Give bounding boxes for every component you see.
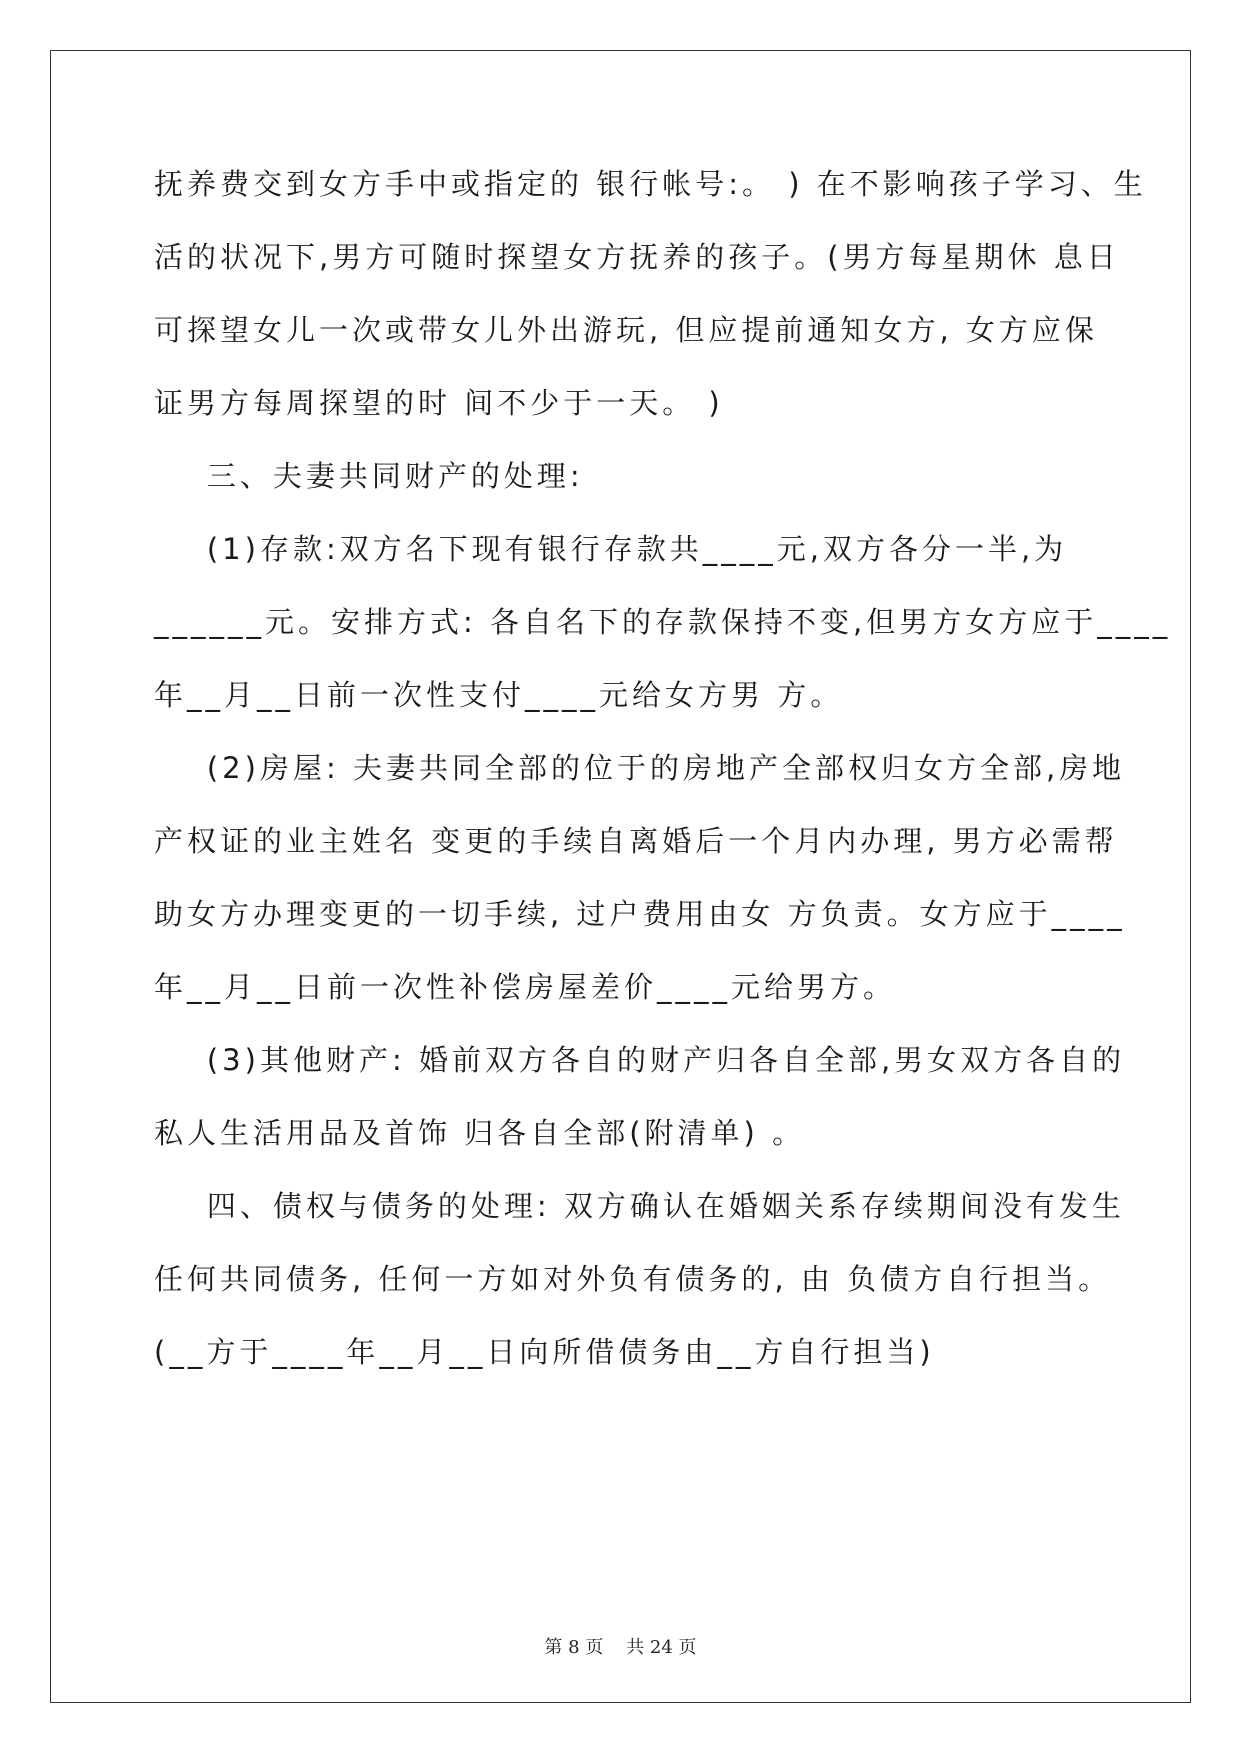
text-line: 可探望女儿一次或带女儿外出游玩, 但应提前通知女方, 女方应保	[154, 313, 1098, 347]
text-line: 年__月__日前一次性补偿房屋差价____元给男方。	[154, 970, 897, 1004]
text-line: 抚养费交到女方手中或指定的 银行帐号:。 ) 在不影响孩子学习、生	[154, 167, 1147, 201]
text-line: (__方于____年__月__日向所借债务由__方自行担当)	[154, 1335, 935, 1369]
page-border	[50, 50, 1191, 1703]
text-line: 私人生活用品及首饰 归各自全部(附清单) 。	[154, 1116, 806, 1150]
text-line: 任何共同债务, 任何一方如对外负有债务的, 由 负债方自行担当。	[154, 1262, 1112, 1296]
text-line: 年__月__日前一次性支付____元给女方男 方。	[154, 678, 844, 712]
text-line: 活的状况下,男方可随时探望女方抚养的孩子。(男方每星期休 息日	[154, 240, 1120, 274]
text-line: (1)存款:双方名下现有银行存款共____元,双方各分一半,为	[154, 532, 1068, 566]
text-line: ______元。安排方式: 各自名下的存款保持不变,但男方女方应于____	[154, 605, 1172, 639]
section-heading: 四、债权与债务的处理: 双方确认在婚姻关系存续期间没有发生	[154, 1189, 1125, 1223]
page-number: 第 8 页 共 24 页	[544, 1637, 697, 1658]
section-heading: 三、夫妻共同财产的处理:	[154, 459, 584, 493]
text-line: 证男方每周探望的时 间不少于一天。 )	[154, 386, 724, 420]
page-footer	[0, 1636, 1241, 1660]
text-line: 产权证的业主姓名 变更的手续自离婚后一个月内办理, 男方必需帮	[154, 824, 1118, 858]
text-line: (3)其他财产: 婚前双方各自的财产归各自全部,男女双方各自的	[154, 1043, 1126, 1077]
text-line: (2)房屋: 夫妻共同全部的位于的房地产全部权归女方全部,房地	[154, 751, 1126, 785]
text-line: 助女方办理变更的一切手续, 过户费用由女 方负责。女方应于____	[154, 897, 1126, 931]
